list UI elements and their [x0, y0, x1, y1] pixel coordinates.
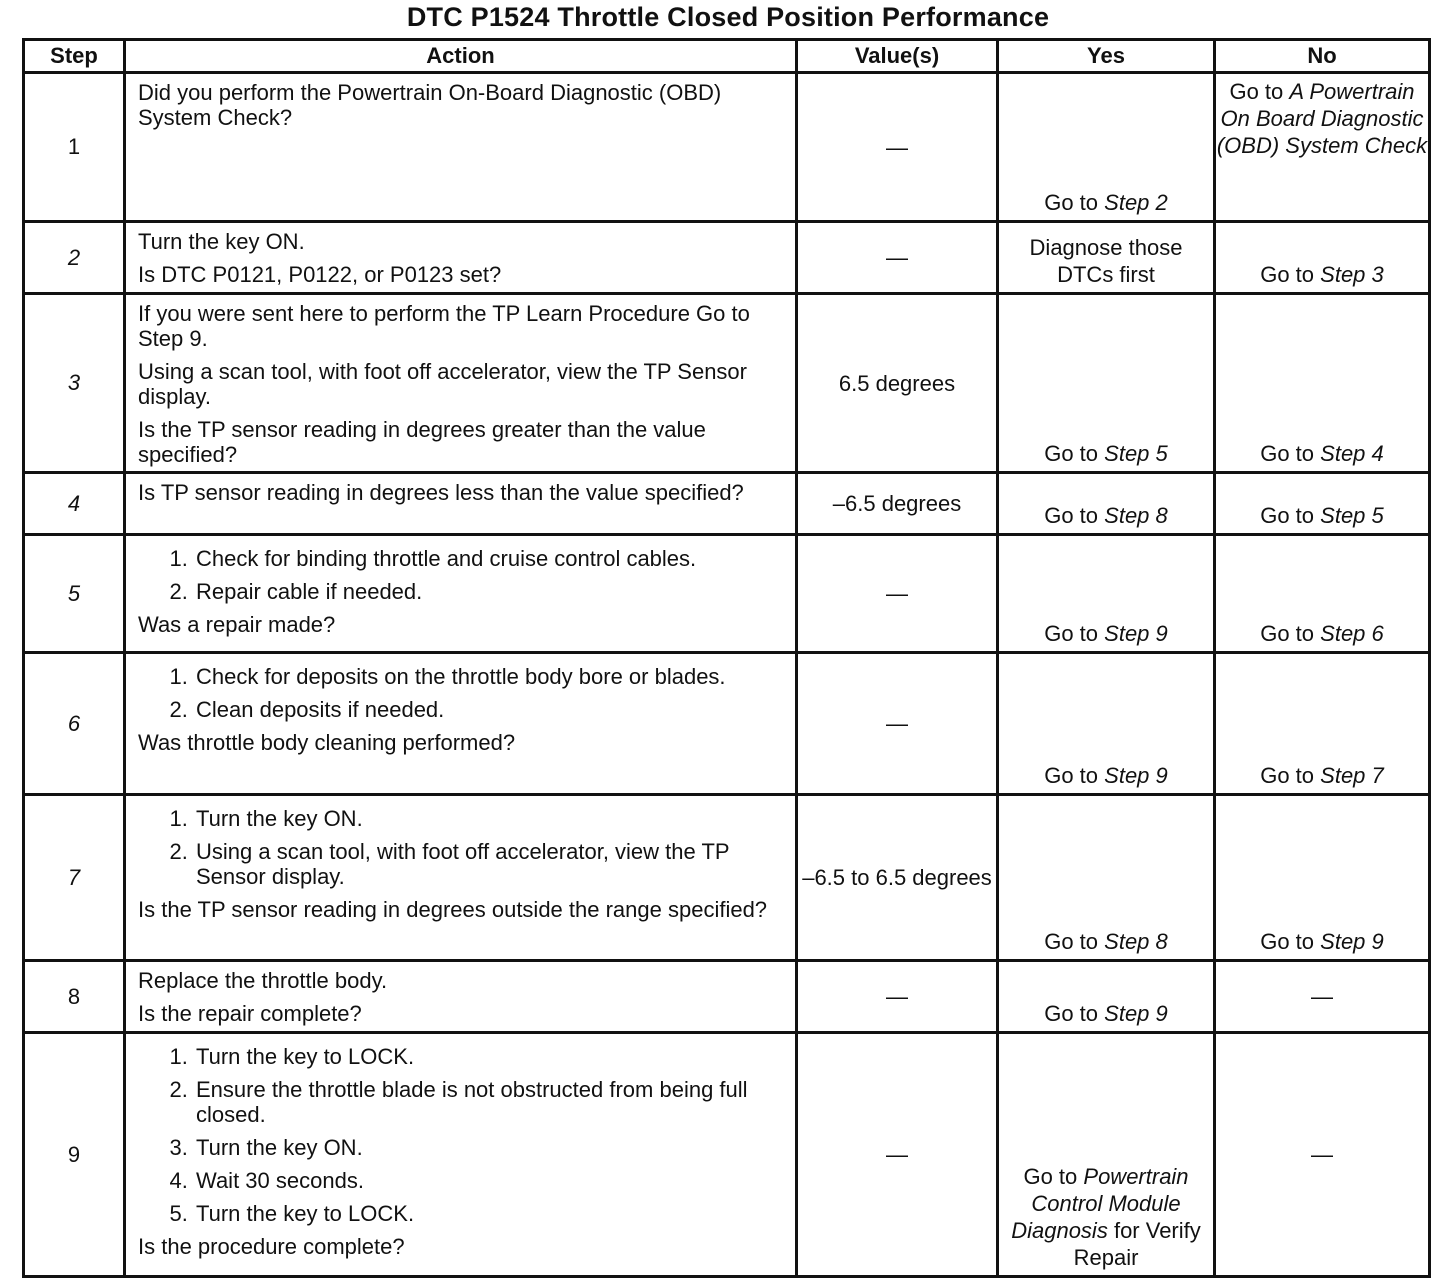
action-text: Turn the key ON. — [138, 229, 305, 254]
yes-prefix: Go to — [1044, 763, 1099, 788]
no-cell — [1215, 473, 1430, 535]
list-item: 1. Turn the key to LOCK. — [194, 1044, 785, 1069]
value-cell: 6.5 degrees — [797, 294, 998, 473]
action-question: Is the procedure complete? — [138, 1234, 405, 1259]
procedure-list — [138, 664, 785, 722]
yes-step-ref: Step 8 — [1104, 503, 1168, 528]
no-cell: — — [1215, 1033, 1430, 1277]
step-number: 4 — [24, 473, 125, 535]
no-cell — [1215, 294, 1430, 473]
no-prefix: Go to — [1229, 79, 1284, 104]
no-cell — [1215, 653, 1430, 795]
yes-step-ref: Step 9 — [1104, 763, 1168, 788]
procedure-list — [138, 806, 785, 889]
list-item: 4. Wait 30 seconds. — [194, 1168, 785, 1193]
action-cell — [125, 535, 797, 653]
table-row — [24, 653, 1430, 795]
table-row — [24, 1033, 1430, 1277]
yes-cell — [998, 473, 1215, 535]
header-step: Step — [24, 40, 125, 73]
yes-step-ref: Step 8 — [1104, 929, 1168, 954]
list-item: 2. Clean deposits if needed. — [194, 697, 785, 722]
yes-cell — [998, 294, 1215, 473]
no-cell — [1215, 73, 1430, 222]
no-step-ref: Step 9 — [1320, 929, 1384, 954]
action-cell — [125, 1033, 797, 1277]
action-cell — [125, 222, 797, 294]
yes-step-ref: Step 9 — [1104, 621, 1168, 646]
action-cell — [125, 73, 797, 222]
list-item: 5. Turn the key to LOCK. — [194, 1201, 785, 1226]
table-row — [24, 73, 1430, 222]
value-cell: –6.5 to 6.5 degrees — [797, 795, 998, 961]
no-prefix: Go to — [1260, 441, 1315, 466]
no-step-ref: A Powertrain On Board Diagnostic (OBD) System Check — [1216, 79, 1428, 158]
action-question: Was throttle body cleaning performed? — [138, 730, 516, 755]
action-question: Is the repair complete? — [138, 1001, 362, 1026]
page-title: DTC P1524 Throttle Closed Position Performance — [406, 2, 1050, 32]
yes-step-ref: Step 5 — [1104, 441, 1168, 466]
step-number: 9 — [24, 1033, 125, 1277]
yes-prefix: Go to — [1044, 503, 1099, 528]
yes-prefix: Go to — [1044, 621, 1099, 646]
step-number: 1 — [24, 73, 125, 222]
no-step-ref: Step 5 — [1320, 503, 1384, 528]
step-number: 8 — [24, 961, 125, 1033]
step-number: 5 — [24, 535, 125, 653]
list-item: 1. Turn the key ON. — [194, 806, 785, 831]
list-item: 1. Check for binding throttle and cruise control cables. — [194, 546, 785, 571]
header-values: Value(s) — [797, 40, 998, 73]
action-question: Is TP sensor reading in degrees less than the value specified? — [138, 480, 744, 505]
value-cell: — — [797, 535, 998, 653]
table-row — [24, 473, 1430, 535]
table-row — [24, 961, 1430, 1033]
action-cell — [125, 653, 797, 795]
action-question: Was a repair made? — [138, 612, 336, 637]
procedure-list — [138, 1044, 785, 1226]
no-prefix: Go to — [1260, 262, 1315, 287]
action-text: If you were sent here to perform the TP Learn Procedure Go to Step 9. — [138, 301, 750, 351]
yes-step-ref: Powertrain Control Module Diagnosis — [1011, 1164, 1189, 1243]
header-action: Action — [125, 40, 797, 73]
action-question: Is the TP sensor reading in degrees outside the range specified? — [138, 897, 768, 922]
yes-suffix: for Verify Repair — [1073, 1218, 1201, 1270]
no-prefix: Go to — [1260, 621, 1315, 646]
step-number: 2 — [24, 222, 125, 294]
yes-cell — [998, 653, 1215, 795]
list-item: 2. Ensure the throttle blade is not obstructed from being full closed. — [194, 1077, 785, 1127]
yes-prefix: Go to — [1044, 929, 1099, 954]
no-step-ref: Step 4 — [1320, 441, 1384, 466]
no-prefix: Go to — [1260, 763, 1315, 788]
action-cell — [125, 294, 797, 473]
table-row — [24, 795, 1430, 961]
table-row — [24, 294, 1430, 473]
action-text: Did you perform the Powertrain On-Board Diagnostic (OBD) System Check? — [138, 80, 722, 130]
value-cell: — — [797, 222, 998, 294]
step-number: 7 — [24, 795, 125, 961]
no-prefix: Go to — [1260, 929, 1315, 954]
list-item: 3. Turn the key ON. — [194, 1135, 785, 1160]
yes-cell — [998, 1033, 1215, 1277]
action-text: Using a scan tool, with foot off accelerator, view the TP Sensor display. — [138, 359, 747, 409]
yes-cell — [998, 535, 1215, 653]
list-item: 2. Using a scan tool, with foot off accelerator, view the TP Sensor display. — [194, 839, 785, 889]
value-cell: — — [797, 73, 998, 222]
yes-cell — [998, 961, 1215, 1033]
value-cell: –6.5 degrees — [797, 473, 998, 535]
table-row — [24, 222, 1430, 294]
list-item: 1. Check for deposits on the throttle body bore or blades. — [194, 664, 785, 689]
action-text: Replace the throttle body. — [138, 968, 388, 993]
yes-cell — [998, 73, 1215, 222]
yes-step-ref: Step 2 — [1104, 190, 1168, 215]
yes-prefix: Go to — [1023, 1164, 1078, 1189]
header-yes: Yes — [998, 40, 1215, 73]
no-cell: — — [1215, 961, 1430, 1033]
value-cell: — — [797, 961, 998, 1033]
no-step-ref: Step 7 — [1320, 763, 1384, 788]
value-cell: — — [797, 653, 998, 795]
yes-cell — [998, 795, 1215, 961]
procedure-list — [138, 546, 785, 604]
step-number: 6 — [24, 653, 125, 795]
list-item: 2. Repair cable if needed. — [194, 579, 785, 604]
diagnostic-table — [22, 38, 1431, 1278]
yes-prefix: Go to — [1044, 190, 1099, 215]
action-cell — [125, 961, 797, 1033]
yes-prefix: Go to — [1044, 1001, 1099, 1026]
yes-step-ref: Step 9 — [1104, 1001, 1168, 1026]
table-row — [24, 535, 1430, 653]
value-cell: — — [797, 1033, 998, 1277]
no-prefix: Go to — [1260, 503, 1315, 528]
no-cell — [1215, 795, 1430, 961]
no-cell — [1215, 535, 1430, 653]
step-number: 3 — [24, 294, 125, 473]
action-cell — [125, 795, 797, 961]
action-question: Is the TP sensor reading in degrees greater than the value specified? — [138, 417, 706, 467]
action-question: Is DTC P0121, P0122, or P0123 set? — [138, 262, 502, 287]
no-step-ref: Step 3 — [1320, 262, 1384, 287]
no-step-ref: Step 6 — [1320, 621, 1384, 646]
no-cell — [1215, 222, 1430, 294]
yes-prefix: Go to — [1044, 441, 1099, 466]
table-header-row — [24, 40, 1430, 73]
action-cell — [125, 473, 797, 535]
header-no: No — [1215, 40, 1430, 73]
yes-cell: Diagnose those DTCs first — [998, 222, 1215, 294]
